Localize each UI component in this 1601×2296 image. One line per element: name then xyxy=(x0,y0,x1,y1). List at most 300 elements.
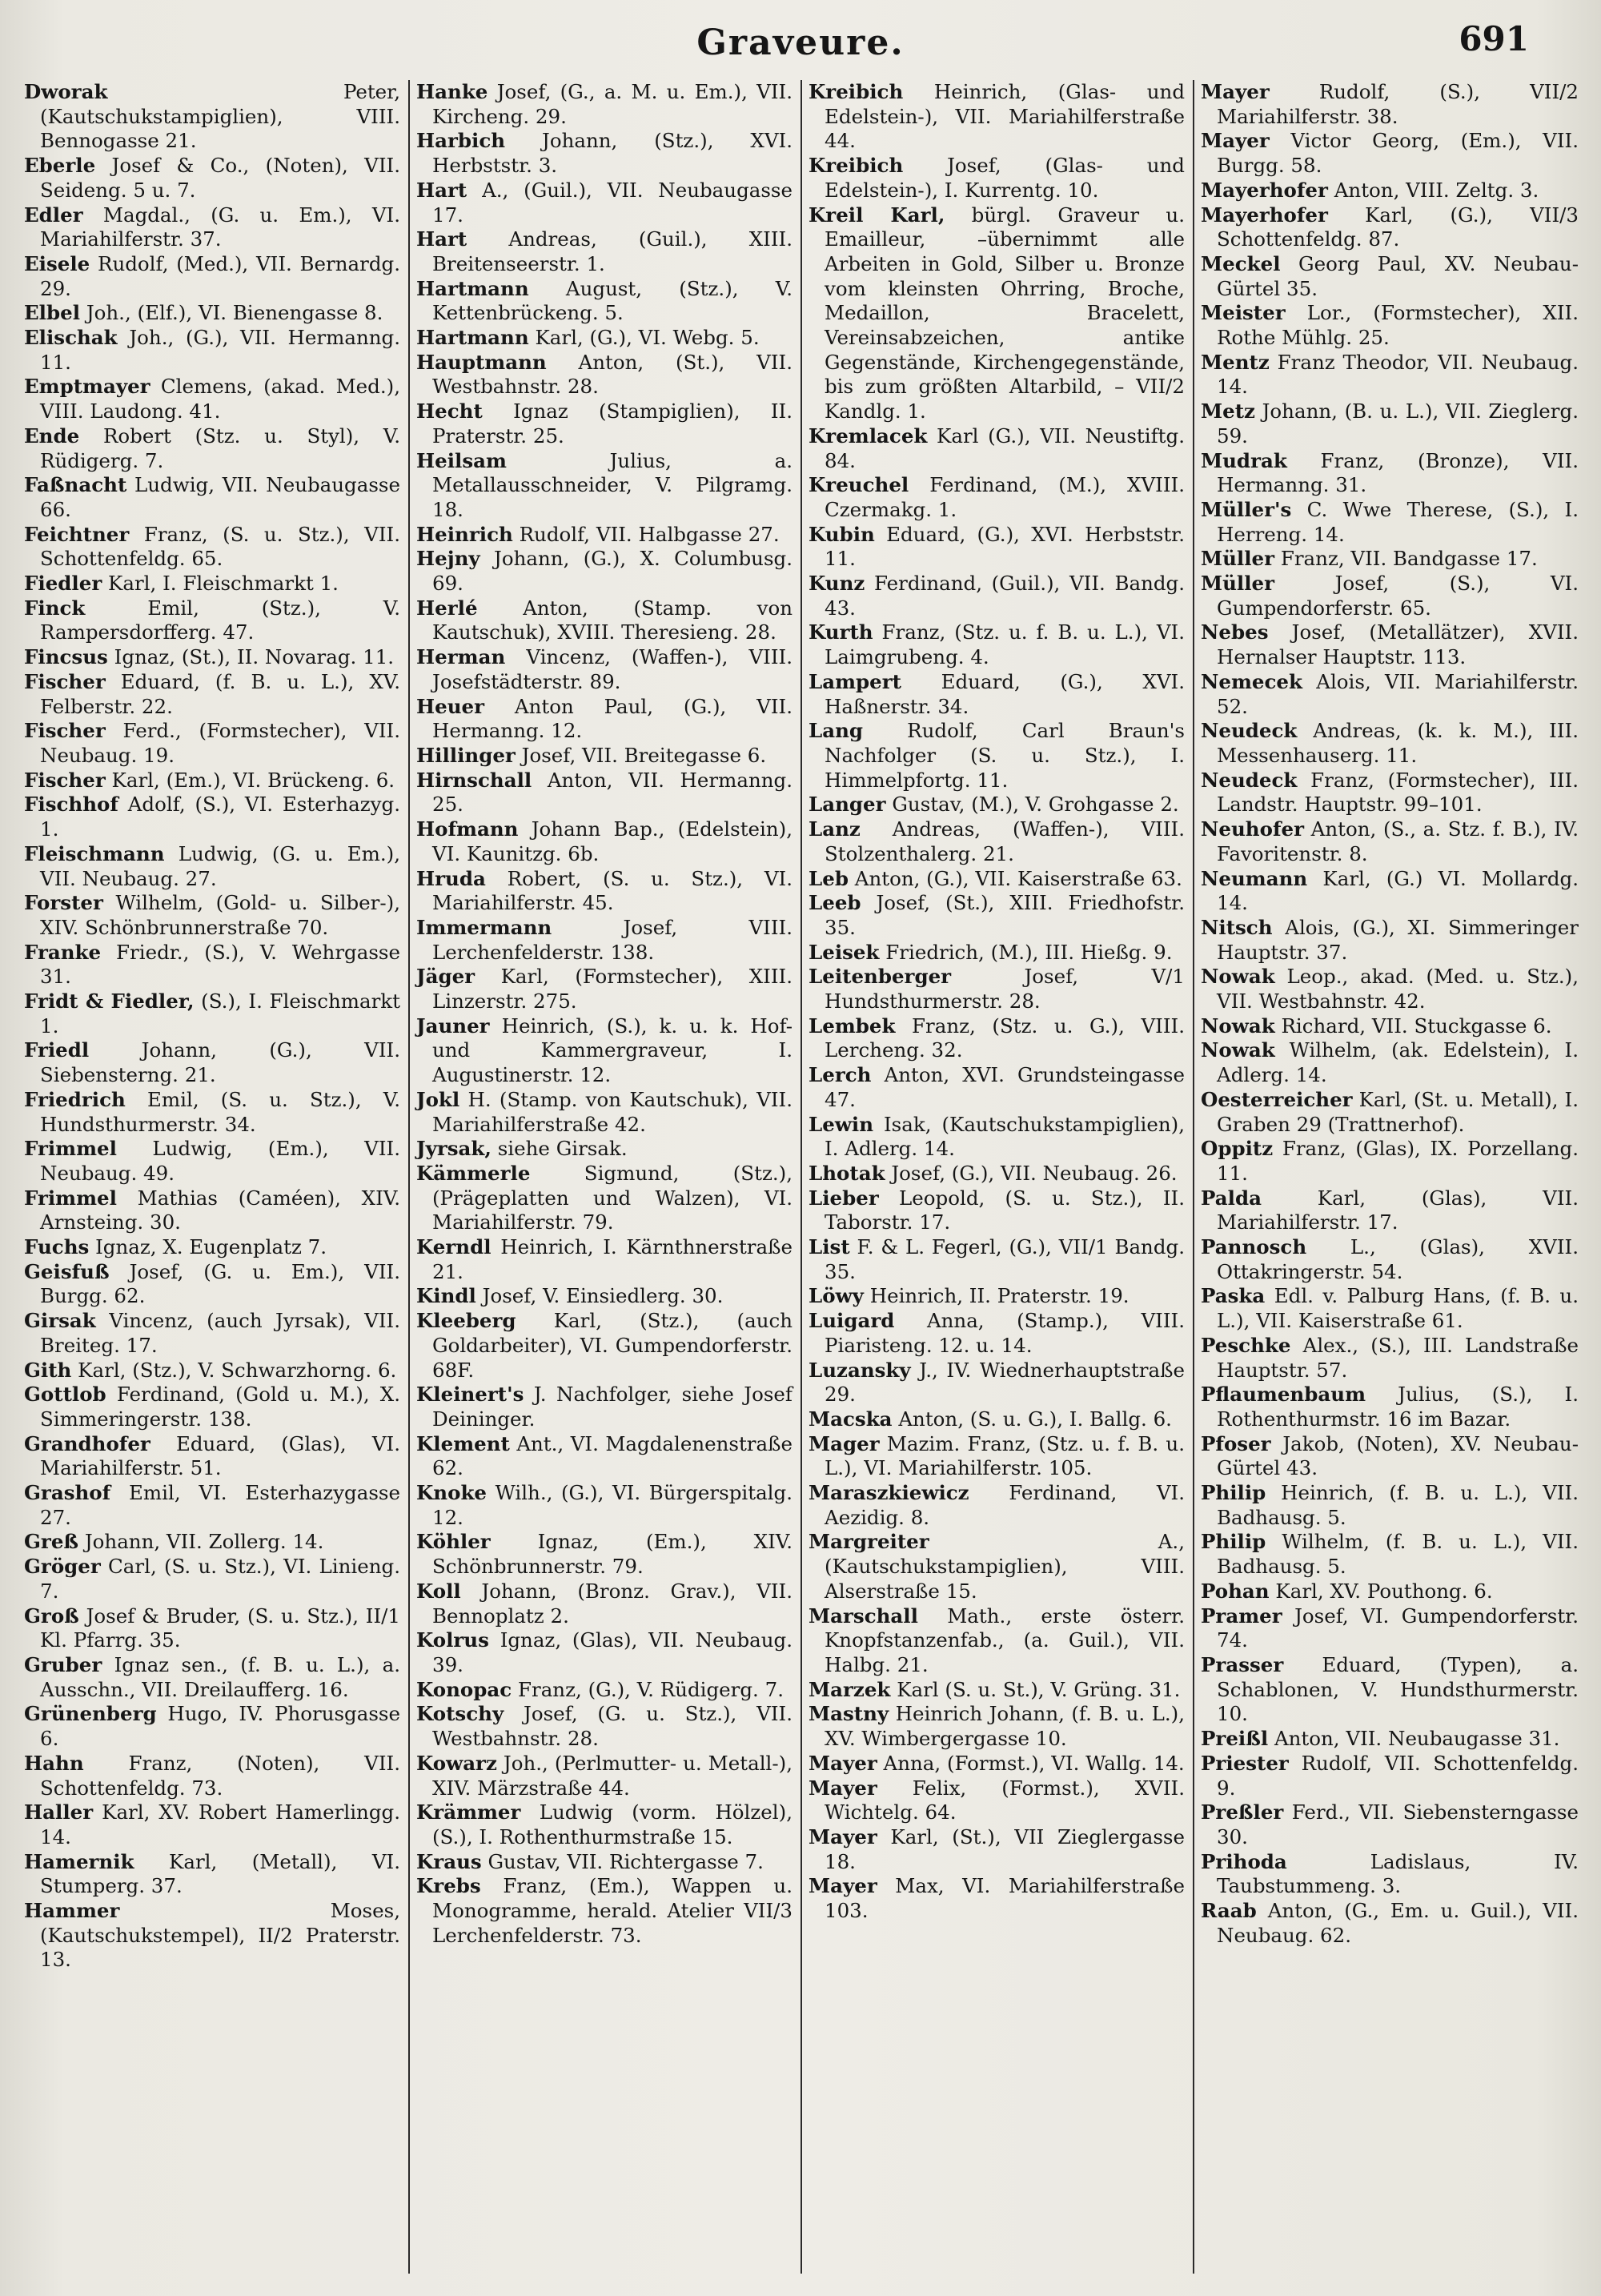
directory-entry xyxy=(809,572,1185,620)
entry-details: Eduard, (Typen), a. Schablonen, V. Hundsthurmerstr. 10. xyxy=(1217,1653,1579,1726)
entry-details: Joh., (G.), VII. Hermanng. 11. xyxy=(40,326,400,374)
entry-details: Josef & Co., (Noten), VII. Seideng. 5 u. 7. xyxy=(40,154,400,202)
entry-details: Josef, V/1 Hundsthurmerstr. 28. xyxy=(825,965,1185,1014)
entry-details: Richard, VII. Stuckgasse 6. xyxy=(1281,1014,1552,1038)
directory-entry xyxy=(24,301,400,326)
entry-name: Köhler xyxy=(416,1530,491,1554)
entry-details: Sigmund, (Stz.), (Prägeplatten und Walzen), VI. Mariahilferstr. 79. xyxy=(432,1161,792,1234)
entry-details: Josef & Bruder, (S. u. Stz.), II/1 Kl. Pfarrg. 35. xyxy=(40,1604,400,1652)
entry-details: Ferdinand, (Guil.), VII. Bandg. 43. xyxy=(825,572,1186,620)
entry-name: Finck xyxy=(24,596,86,620)
entry-name: Oesterreicher xyxy=(1201,1087,1353,1111)
entry-name: Lieber xyxy=(809,1186,879,1210)
entry-name: Faßnacht xyxy=(24,473,127,497)
entry-details: Karl, (Glas), VII. Mariahilferstr. 17. xyxy=(1217,1186,1579,1234)
entry-name: Grünenberg xyxy=(24,1702,157,1726)
directory-entry xyxy=(809,965,1185,1014)
entry-name: Neudeck xyxy=(1201,768,1298,792)
entry-name: Mentz xyxy=(1201,350,1270,374)
entry-details: Wilhelm, (ak. Edelstein), I. Adlerg. 14. xyxy=(1217,1038,1579,1087)
entry-details: A., (Kautschukstampiglien), VIII. Alserstraße 15. xyxy=(825,1530,1185,1603)
entry-name: Fridt & Fiedler, xyxy=(24,989,195,1014)
entry-name: Mayer xyxy=(809,1776,877,1800)
entry-details: Karl, (St.), VII Zieglergasse 18. xyxy=(825,1824,1185,1873)
entry-name: Emptmayer xyxy=(24,375,150,399)
entry-details: Johann, (B. u. L.), VII. Zieglerg. 59. xyxy=(1217,399,1579,448)
entry-details: Karl, (St. u. Metall), I. Graben 29 (Trattnerhof). xyxy=(1217,1087,1579,1136)
entry-details: Alois, VII. Mariahilferstr. 52. xyxy=(1217,669,1579,718)
directory-entry xyxy=(809,941,1185,965)
entry-details: Eduard, (Glas), VI. Mariahilferstr. 51. xyxy=(40,1431,400,1480)
directory-entry xyxy=(416,965,792,1014)
directory-entry xyxy=(1201,203,1579,252)
directory-entry xyxy=(809,1284,1185,1309)
entry-name: Forster xyxy=(24,891,103,915)
directory-entry xyxy=(24,1088,400,1137)
directory-entry xyxy=(1201,1235,1579,1284)
entry-details: Anton, VII. Neubaugasse 31. xyxy=(1274,1727,1560,1751)
entry-name: Marschall xyxy=(809,1604,918,1628)
entry-details: Alex., (S.), III. Landstraße Hauptstr. 57. xyxy=(1217,1333,1579,1382)
entry-name: Preißl xyxy=(1201,1727,1269,1751)
entry-details: Karl, XV. Pouthong. 6. xyxy=(1275,1579,1493,1603)
entry-name: Gottlob xyxy=(24,1383,106,1407)
entry-details: Johann, (G.), VII. Siebensterng. 21. xyxy=(40,1038,400,1087)
directory-entry xyxy=(416,399,792,448)
entry-details: Josef, V. Einsiedlerg. 30. xyxy=(482,1284,724,1308)
directory-entry xyxy=(416,1752,792,1800)
entry-details: Johann, (Bronz. Grav.), VII. Bennoplatz 2. xyxy=(432,1579,792,1628)
entry-name: Koll xyxy=(416,1579,461,1603)
entry-details: Joh., (Elf.), VI. Bienengasse 8. xyxy=(86,301,383,325)
entry-details: Karl (G.), VII. Neustiftg. 84. xyxy=(825,423,1185,472)
directory-entry xyxy=(809,719,1185,793)
directory-entry xyxy=(416,1481,792,1530)
directory-entry xyxy=(24,572,400,596)
entry-name: Nowak xyxy=(1201,1038,1275,1062)
directory-entry xyxy=(809,867,1185,892)
entry-details: Ladislaus, IV. Taubstummeng. 3. xyxy=(1217,1849,1579,1898)
entry-details: Heinrich, II. Praterstr. 19. xyxy=(869,1284,1130,1308)
directory-entry xyxy=(1201,80,1579,129)
directory-entry xyxy=(1201,1653,1579,1727)
directory-entry xyxy=(1201,817,1579,866)
entry-name: Nowak xyxy=(1201,1014,1275,1038)
directory-entry xyxy=(24,1359,400,1383)
entry-details: Ludwig (vorm. Hölzel), (S.), I. Rothenthurmstraße 15. xyxy=(432,1800,792,1848)
directory-entry xyxy=(416,179,792,227)
entry-details: Wilhelm, (Gold- u. Silber-), XIV. Schönbrunnerstraße 70. xyxy=(40,891,400,939)
entry-details: Georg Paul, XV. Neubau-Gürtel 35. xyxy=(1217,251,1579,300)
entry-name: Fleischmann xyxy=(24,841,165,865)
entry-details: Karl, (Formstecher), XIII. Linzerstr. 275. xyxy=(432,965,792,1014)
entry-name: Mudrak xyxy=(1201,448,1287,472)
entry-details: Anton, (S. u. G.), I. Ballg. 6. xyxy=(898,1407,1172,1431)
directory-entry xyxy=(809,424,1185,473)
directory-entry xyxy=(24,523,400,572)
directory-entry xyxy=(1201,547,1579,572)
entry-name: Friedl xyxy=(24,1038,90,1062)
entry-details: Heinrich, (f. B. u. L.), VII. Badhausg. 5. xyxy=(1217,1481,1579,1529)
directory-entry xyxy=(24,645,400,670)
entry-details: Edl. v. Palburg Hans, (f. B. u. L.), VII. Kaiserstraße 61. xyxy=(1217,1284,1579,1333)
entry-details: Eduard, (G.), XVI. Haßnerstr. 34. xyxy=(825,669,1185,718)
directory-entry xyxy=(24,793,400,841)
entry-details: bürgl. Graveur u. Emailleur, –übernimmt alle Arbeiten in Gold, Silber u. Bronze vom kleinsten Ohrring, Broche, Medaillon, Bracelett, Vereinsabzeichen, antike Gegenstände, Kirchengegenstände, bis zum größten Altarbild, – VII/2 Kandlg. 1. xyxy=(825,203,1185,423)
entry-name: Mastny xyxy=(809,1702,889,1726)
entry-name: Frimmel xyxy=(24,1137,117,1161)
directory-entry xyxy=(416,547,792,596)
directory-entry xyxy=(416,1235,792,1284)
entry-name: Dworak xyxy=(24,80,108,103)
entry-name: Eisele xyxy=(24,251,90,275)
entry-name: Mayer xyxy=(809,1751,877,1775)
directory-entry xyxy=(416,1678,792,1703)
entry-details: Anton, (G.), VII. Kaiserstraße 63. xyxy=(854,866,1182,890)
entry-details: Gustav, (M.), V. Grohgasse 2. xyxy=(892,793,1179,817)
entry-name: Kreibich xyxy=(809,80,904,103)
directory-entry xyxy=(24,80,400,154)
entry-details: Anton, XVI. Grundsteingasse 47. xyxy=(825,1063,1185,1111)
entry-details: Anna, (Stamp.), VIII. Piaristeng. 12. u. 14. xyxy=(825,1309,1185,1357)
directory-entry xyxy=(809,1407,1185,1432)
directory-entry xyxy=(24,1137,400,1186)
entry-details: Josef, (St.), XIII. Friedhofstr. 35. xyxy=(825,891,1185,939)
directory-entry xyxy=(809,523,1185,572)
entry-name: Lerch xyxy=(809,1063,872,1087)
entry-name: Priester xyxy=(1201,1751,1289,1775)
entry-details: Karl, (G.), VII/3 Schottenfeldg. 87. xyxy=(1217,203,1579,251)
column-3 xyxy=(802,80,1194,2274)
entry-name: Hauptmann xyxy=(416,350,547,374)
entry-name: Kindl xyxy=(416,1284,476,1308)
entry-name: Fischer xyxy=(24,719,106,743)
directory-entry xyxy=(24,1235,400,1260)
entry-details: Victor Georg, (Em.), VII. Burgg. 58. xyxy=(1217,129,1579,178)
entry-name: Pannosch xyxy=(1201,1235,1307,1259)
directory-entry xyxy=(1201,572,1579,620)
directory-entry xyxy=(416,1014,792,1088)
entry-name: Raab xyxy=(1201,1899,1257,1923)
entry-details: Felix, (Formst.), XVII. Wichtelg. 64. xyxy=(825,1776,1185,1824)
entry-name: Müller xyxy=(1201,547,1275,571)
directory-entry xyxy=(1201,769,1579,817)
entry-details: Franz, (Bronze), VII. Hermanng. 31. xyxy=(1217,448,1579,497)
entry-name: Lembek xyxy=(809,1014,896,1038)
entry-details: Johann, (Stz.), XVI. Herbststr. 3. xyxy=(432,129,792,178)
directory-entry xyxy=(809,473,1185,522)
directory-entry xyxy=(416,1800,792,1849)
entry-name: Paska xyxy=(1201,1284,1266,1308)
entry-name: Fincsus xyxy=(24,645,108,669)
directory-entry xyxy=(416,1137,792,1162)
entry-name: Girsak xyxy=(24,1309,96,1333)
entry-name: Kurth xyxy=(809,620,873,644)
entry-name: Philip xyxy=(1201,1530,1266,1554)
entry-name: Friedrich xyxy=(24,1087,126,1111)
directory-entry xyxy=(1201,620,1579,669)
entry-details: Peter, (Kautschukstampiglien), VIII. Bennogasse 21. xyxy=(40,80,400,153)
entry-name: Jyrsak, xyxy=(416,1137,492,1161)
entry-name: Margreiter xyxy=(809,1530,929,1554)
entry-name: Heuer xyxy=(416,694,485,718)
entry-name: Lhotak xyxy=(809,1161,885,1185)
entry-name: Konopac xyxy=(416,1677,512,1701)
directory-entry xyxy=(416,1383,792,1431)
entry-name: Mayerhofer xyxy=(1201,203,1328,227)
directory-entry xyxy=(24,154,400,203)
directory-entry xyxy=(24,1800,400,1849)
entry-details: Andreas, (Guil.), XIII. Breitenseerstr. 1. xyxy=(432,227,793,275)
directory-entry xyxy=(809,1113,1185,1162)
entry-name: Jäger xyxy=(416,965,475,989)
directory-entry xyxy=(1201,1604,1579,1653)
entry-name: Krebs xyxy=(416,1874,481,1898)
directory-entry xyxy=(809,1776,1185,1825)
directory-entry xyxy=(809,1162,1185,1186)
entry-details: Karl, (G.) VI. Mollardg. 14. xyxy=(1217,866,1579,915)
entry-details: Heinrich, (Glas- und Edelstein-), VII. Mariahilferstraße 44. xyxy=(825,80,1185,153)
entry-name: Edler xyxy=(24,203,83,227)
entry-name: Neumann xyxy=(1201,866,1308,890)
entry-name: Elbel xyxy=(24,301,81,325)
entry-details: Ignaz, X. Eugenplatz 7. xyxy=(95,1235,327,1259)
entry-details: Andreas, (k. k. M.), III. Messenhauserg. 11. xyxy=(1217,719,1579,767)
directory-entry xyxy=(416,695,792,744)
entry-name: Leitenberger xyxy=(809,965,952,989)
entry-name: Löwy xyxy=(809,1284,864,1308)
entry-details: Rudolf, VII. Schottenfeldg. 9. xyxy=(1217,1751,1579,1800)
entry-details: Julius, a. Metallausschneider, V. Pilgramg. 18. xyxy=(432,448,792,521)
entry-name: Kleinert's xyxy=(416,1383,524,1407)
directory-entry xyxy=(24,1038,400,1087)
directory-entry xyxy=(809,670,1185,719)
entry-details: F. & L. Fegerl, (G.), VII/1 Bandg. 35. xyxy=(825,1235,1185,1283)
entry-name: Hartmann xyxy=(416,276,529,300)
entry-details: Karl, (Stz.), V. Schwarzhorng. 6. xyxy=(78,1358,397,1382)
directory-entry xyxy=(809,1604,1185,1678)
entry-name: Langer xyxy=(809,793,886,817)
entry-name: Nemecek xyxy=(1201,669,1302,693)
entry-name: Jauner xyxy=(416,1014,490,1038)
entry-name: Grandhofer xyxy=(24,1431,150,1455)
column-2 xyxy=(410,80,802,2274)
entry-name: Nebes xyxy=(1201,620,1269,644)
directory-entry xyxy=(416,817,792,866)
directory-entry xyxy=(809,891,1185,940)
directory-entry xyxy=(416,1850,792,1875)
directory-entry xyxy=(1201,1383,1579,1431)
entry-details: Ludwig, (Em.), VII. Neubaug. 49. xyxy=(40,1137,401,1185)
entry-name: Hanke xyxy=(416,80,488,103)
directory-entry xyxy=(24,424,400,473)
directory-entry xyxy=(1201,351,1579,399)
entry-details: Rudolf, (S.), VII/2 Mariahilferstr. 38. xyxy=(1217,80,1579,128)
directory-entry xyxy=(416,1580,792,1628)
entry-name: Hamernik xyxy=(24,1849,134,1873)
entry-details: Franz Theodor, VII. Neubaug. 14. xyxy=(1217,350,1579,399)
entry-details: Ignaz, (St.), II. Novarag. 11. xyxy=(114,645,395,669)
entry-details: Emil, VI. Esterhazygasse 27. xyxy=(40,1481,400,1529)
directory-entry xyxy=(809,1186,1185,1235)
entry-name: Luigard xyxy=(809,1309,895,1333)
directory-entry xyxy=(24,596,400,645)
entry-details: Johann Bap., (Edelstein), VI. Kaunitzg. 6b. xyxy=(432,817,792,865)
page-title: Graveure. xyxy=(696,22,905,63)
entry-details: Josef, VII. Breitegasse 6. xyxy=(521,743,767,767)
directory-entry xyxy=(24,473,400,522)
entry-details: Karl, (Em.), VI. Brückeng. 6. xyxy=(111,768,395,792)
directory-entry xyxy=(809,1702,1185,1751)
entry-name: Gruber xyxy=(24,1653,102,1676)
entry-name: Klement xyxy=(416,1431,510,1455)
entry-details: Johann, (G.), X. Columbusg. 69. xyxy=(432,547,792,596)
entry-details: Andreas, (Waffen-), VIII. Stolzenthalerg. 21. xyxy=(825,817,1185,865)
entry-name: Kremlacek xyxy=(809,423,928,448)
directory-entry xyxy=(1201,498,1579,547)
directory-entry xyxy=(24,769,400,793)
directory-entry xyxy=(1201,916,1579,965)
entry-name: Preßler xyxy=(1201,1800,1284,1824)
directory-entry xyxy=(1201,719,1579,768)
entry-details: J. Nachfolger, siehe Josef Deininger. xyxy=(432,1383,792,1431)
directory-entry xyxy=(24,1899,400,1973)
directory-entry xyxy=(1201,1899,1579,1948)
entry-name: Prihoda xyxy=(1201,1849,1287,1873)
entry-details: Josef, (G. u. Stz.), VII. Westbahnstr. 28. xyxy=(432,1702,792,1751)
directory-entry xyxy=(1201,301,1579,350)
entry-details: Franz, (Em.), Wappen u. Monogramme, herald. Atelier VII/3 Lerchenfelderstr. 73. xyxy=(432,1874,792,1947)
directory-entry xyxy=(1201,1481,1579,1530)
directory-entry xyxy=(1201,1137,1579,1186)
directory-entry xyxy=(416,1702,792,1751)
entry-details: Ignaz, (Em.), XIV. Schönbrunnerstr. 79. xyxy=(432,1530,792,1579)
directory-entry xyxy=(24,1186,400,1235)
entry-name: Kerndl xyxy=(416,1235,492,1259)
entry-details: Mazim. Franz, (Stz. u. f. B. u. L.), VI. Mariahilferstr. 105. xyxy=(825,1431,1185,1480)
entry-details: Heinrich, I. Kärnthnerstraße 21. xyxy=(432,1235,792,1283)
entry-name: Fischer xyxy=(24,669,106,693)
entry-details: Joh., (Perlmutter- u. Metall-), XIV. Märzstraße 44. xyxy=(432,1751,792,1800)
entry-details: Anton, VIII. Zeltg. 3. xyxy=(1334,178,1539,202)
entry-name: Hartmann xyxy=(416,326,529,350)
directory-entry xyxy=(1201,129,1579,178)
entry-details: Rudolf, Carl Braun's Nachfolger (S. u. Stz.), I. Himmelpfortg. 11. xyxy=(825,719,1185,792)
entry-name: Mager xyxy=(809,1431,880,1455)
entry-details: Karl, (G.), VI. Webg. 5. xyxy=(535,326,760,350)
page-number: 691 xyxy=(1459,19,1529,58)
entry-details: Leop., akad. (Med. u. Stz.), VII. Westbahnstr. 42. xyxy=(1217,965,1579,1014)
entry-details: Rudolf, (Med.), VII. Bernardg. 29. xyxy=(40,251,400,300)
directory-entry xyxy=(416,227,792,276)
entry-name: Hruda xyxy=(416,866,486,890)
entry-details: Johann, VII. Zollerg. 14. xyxy=(84,1530,324,1554)
directory-entry xyxy=(1201,1800,1579,1849)
entry-name: Fuchs xyxy=(24,1235,90,1259)
directory-entry xyxy=(809,1678,1185,1703)
entry-name: Ende xyxy=(24,423,80,448)
entry-name: Kreuchel xyxy=(809,473,909,497)
column-1 xyxy=(18,80,410,2274)
entry-name: Peschke xyxy=(1201,1333,1291,1357)
directory-entry xyxy=(809,154,1185,203)
directory-entry xyxy=(416,1628,792,1677)
entry-details: Ignaz, (Glas), VII. Neubaug. 39. xyxy=(432,1628,792,1676)
entry-name: Elischak xyxy=(24,326,118,350)
entry-details: Jakob, (Noten), XV. Neubau-Gürtel 43. xyxy=(1217,1431,1579,1480)
entry-name: Hart xyxy=(416,227,467,251)
directory-entry xyxy=(416,1874,792,1948)
directory-entry xyxy=(24,1481,400,1530)
entry-details: Anton, (Stamp. von Kautschuk), XVIII. Theresieng. 28. xyxy=(432,596,792,644)
entry-details: Franz, (Noten), VII. Schottenfeldg. 73. xyxy=(40,1751,401,1800)
entry-name: Meister xyxy=(1201,301,1286,325)
entry-details: Josef, (G. u. Em.), VII. Burgg. 62. xyxy=(40,1259,400,1308)
entry-details: Franz, VII. Bandgasse 17. xyxy=(1280,547,1538,571)
directory-entry xyxy=(24,1530,400,1555)
entry-details: Anton, (S., a. Stz. f. B.), IV. Favoritenstr. 8. xyxy=(1217,817,1579,865)
directory-entry xyxy=(24,1383,400,1431)
entry-details: Vincenz, (auch Jyrsak), VII. Breiteg. 17. xyxy=(40,1309,400,1357)
entry-name: Haller xyxy=(24,1800,94,1824)
entry-name: Jokl xyxy=(416,1087,460,1111)
directory-entry xyxy=(809,1359,1185,1407)
directory-entry xyxy=(809,1530,1185,1604)
entry-name: Immermann xyxy=(416,915,552,939)
directory-entry xyxy=(1201,1727,1579,1752)
entry-name: Fischer xyxy=(24,768,106,792)
entry-name: List xyxy=(809,1235,850,1259)
entry-name: Greß xyxy=(24,1530,79,1554)
entry-details: Mathias (Caméen), XIV. Arnsteing. 30. xyxy=(40,1186,400,1234)
directory-entry xyxy=(24,1309,400,1358)
entry-name: Franke xyxy=(24,940,102,964)
entry-details: Gustav, VII. Richtergasse 7. xyxy=(488,1849,764,1873)
directory-entry xyxy=(24,203,400,252)
entry-name: Meckel xyxy=(1201,251,1281,275)
entry-name: Hillinger xyxy=(416,743,516,767)
directory-entry xyxy=(809,793,1185,817)
directory-entry xyxy=(809,620,1185,669)
entry-details: Ludwig, VII. Neubaugasse 66. xyxy=(40,473,400,521)
directory-entry xyxy=(1201,965,1579,1014)
directory-entry xyxy=(24,1432,400,1481)
directory-entry xyxy=(24,1653,400,1702)
entry-name: Pflaumenbaum xyxy=(1201,1383,1366,1407)
entry-name: Grashof xyxy=(24,1481,111,1505)
directory-entry xyxy=(416,1088,792,1137)
entry-name: Mayer xyxy=(1201,129,1270,153)
entry-details: Franz, (G.), V. Rüdigerg. 7. xyxy=(517,1677,784,1701)
entry-name: Feichtner xyxy=(24,522,130,546)
entry-details: L., (Glas), XVII. Ottakringerstr. 54. xyxy=(1217,1235,1579,1283)
entry-name: Hahn xyxy=(24,1751,84,1775)
entry-name: Hirnschall xyxy=(416,768,532,792)
directory-entry xyxy=(416,277,792,326)
directory-entry xyxy=(1201,1580,1579,1604)
directory-entry xyxy=(809,1432,1185,1481)
directory-entry xyxy=(24,1752,400,1800)
entry-details: Josef, (S.), VI. Gumpendorferstr. 65. xyxy=(1217,572,1579,620)
entry-details: Rudolf, VII. Halbgasse 27. xyxy=(519,522,780,546)
directory-entry xyxy=(1201,1432,1579,1481)
directory-entry xyxy=(416,769,792,817)
directory-entry xyxy=(1201,1186,1579,1235)
entry-details: Heinrich Johann, (f. B. u. L.), XV. Wimbergergasse 10. xyxy=(825,1702,1185,1751)
entry-name: Heinrich xyxy=(416,522,513,546)
entry-details: Karl, I. Fleischmarkt 1. xyxy=(108,572,339,596)
entry-details: Clemens, (akad. Med.), VIII. Laudong. 41. xyxy=(40,375,400,423)
